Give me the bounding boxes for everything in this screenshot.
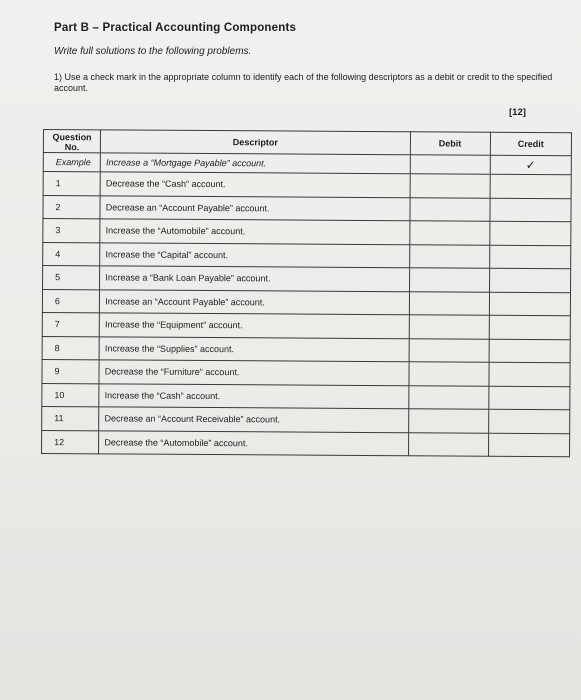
answer-table — [41, 129, 572, 457]
debit-answer-cell[interactable] — [409, 291, 489, 315]
descriptor-text: Increase the “Equipment” account. — [100, 313, 409, 338]
descriptor-text: Increase the “Automobile” account. — [100, 219, 409, 244]
descriptor-text: Increase a “Bank Loan Payable” account. — [100, 266, 409, 291]
table-row — [42, 406, 570, 433]
section-title: Part B – Practical Accounting Components — [54, 22, 297, 34]
question-number: 3 — [43, 219, 100, 243]
debit-answer-cell[interactable] — [408, 432, 488, 456]
table-row — [42, 289, 570, 316]
question-number: 7 — [42, 312, 99, 336]
descriptor-text: Decrease the “Furniture” account. — [99, 360, 408, 385]
table-row — [42, 359, 570, 386]
header-descriptor: Descriptor — [101, 130, 410, 155]
table-row — [42, 336, 570, 363]
debit-answer-cell[interactable] — [410, 174, 490, 198]
descriptor-text: Decrease an “Account Receivable” account. — [99, 407, 408, 432]
credit-answer-cell[interactable] — [490, 221, 571, 245]
credit-answer-cell[interactable] — [489, 292, 570, 316]
question-text: 1) Use a check mark in the appropriate column to identify each of the following descriptors as a debit or credit to the specified account. — [54, 72, 553, 93]
question-number: 1 — [43, 172, 100, 196]
credit-answer-cell[interactable] — [489, 315, 570, 339]
table-row — [42, 312, 570, 339]
debit-answer-cell[interactable] — [408, 385, 488, 409]
header-question-no: Question No. — [43, 130, 100, 153]
credit-answer-cell[interactable] — [490, 198, 571, 222]
example-descriptor: Increase a “Mortgage Payable” account. — [101, 153, 410, 174]
table-row — [43, 266, 571, 293]
debit-answer-cell[interactable] — [410, 197, 490, 221]
debit-answer-cell[interactable] — [408, 409, 488, 433]
question-number: 5 — [43, 266, 100, 290]
question-number: 2 — [43, 195, 100, 219]
question-number: 12 — [42, 430, 99, 454]
example-credit-checkmark: ✓ — [490, 155, 571, 174]
descriptor-text: Decrease the “Automobile” account. — [99, 430, 408, 455]
credit-answer-cell[interactable] — [489, 268, 570, 292]
credit-answer-cell[interactable] — [489, 245, 570, 269]
question-number: 6 — [42, 289, 99, 313]
table-row — [42, 383, 570, 410]
descriptor-text: Decrease an “Account Payable” account. — [100, 195, 409, 220]
question-marks: [12] — [509, 107, 526, 118]
credit-answer-cell[interactable] — [489, 339, 570, 363]
credit-answer-cell[interactable] — [489, 362, 570, 386]
table-row — [43, 172, 571, 199]
descriptor-text: Increase the “Cash” account. — [99, 383, 408, 408]
descriptor-text: Increase the “Capital” account. — [100, 242, 409, 267]
credit-answer-cell[interactable] — [488, 433, 569, 457]
example-debit-cell — [410, 155, 490, 174]
table-row — [42, 430, 570, 457]
credit-answer-cell[interactable] — [488, 409, 569, 433]
question-number: 10 — [42, 383, 99, 407]
question-number: 4 — [43, 242, 100, 266]
header-credit: Credit — [490, 132, 571, 155]
section-instructions: Write full solutions to the following problems. — [54, 46, 252, 57]
debit-answer-cell[interactable] — [409, 268, 489, 292]
credit-answer-cell[interactable] — [489, 386, 570, 410]
debit-answer-cell[interactable] — [409, 338, 489, 362]
question-number: 11 — [42, 406, 99, 430]
credit-answer-cell[interactable] — [490, 174, 571, 198]
table-header-row — [43, 130, 571, 156]
debit-answer-cell[interactable] — [409, 221, 489, 245]
descriptor-text: Increase an “Account Payable” account. — [100, 289, 409, 314]
table-row — [43, 195, 571, 222]
debit-answer-cell[interactable] — [409, 244, 489, 268]
question-number: 8 — [42, 336, 99, 360]
descriptor-text: Decrease the “Cash” account. — [100, 172, 409, 197]
descriptor-text: Increase the “Supplies” account. — [99, 336, 408, 361]
example-label: Example — [43, 153, 100, 172]
table-row — [43, 219, 571, 246]
question-number: 9 — [42, 359, 99, 383]
table-row — [43, 242, 571, 269]
debit-answer-cell[interactable] — [409, 315, 489, 339]
debit-answer-cell[interactable] — [409, 362, 489, 386]
header-debit: Debit — [410, 132, 490, 155]
